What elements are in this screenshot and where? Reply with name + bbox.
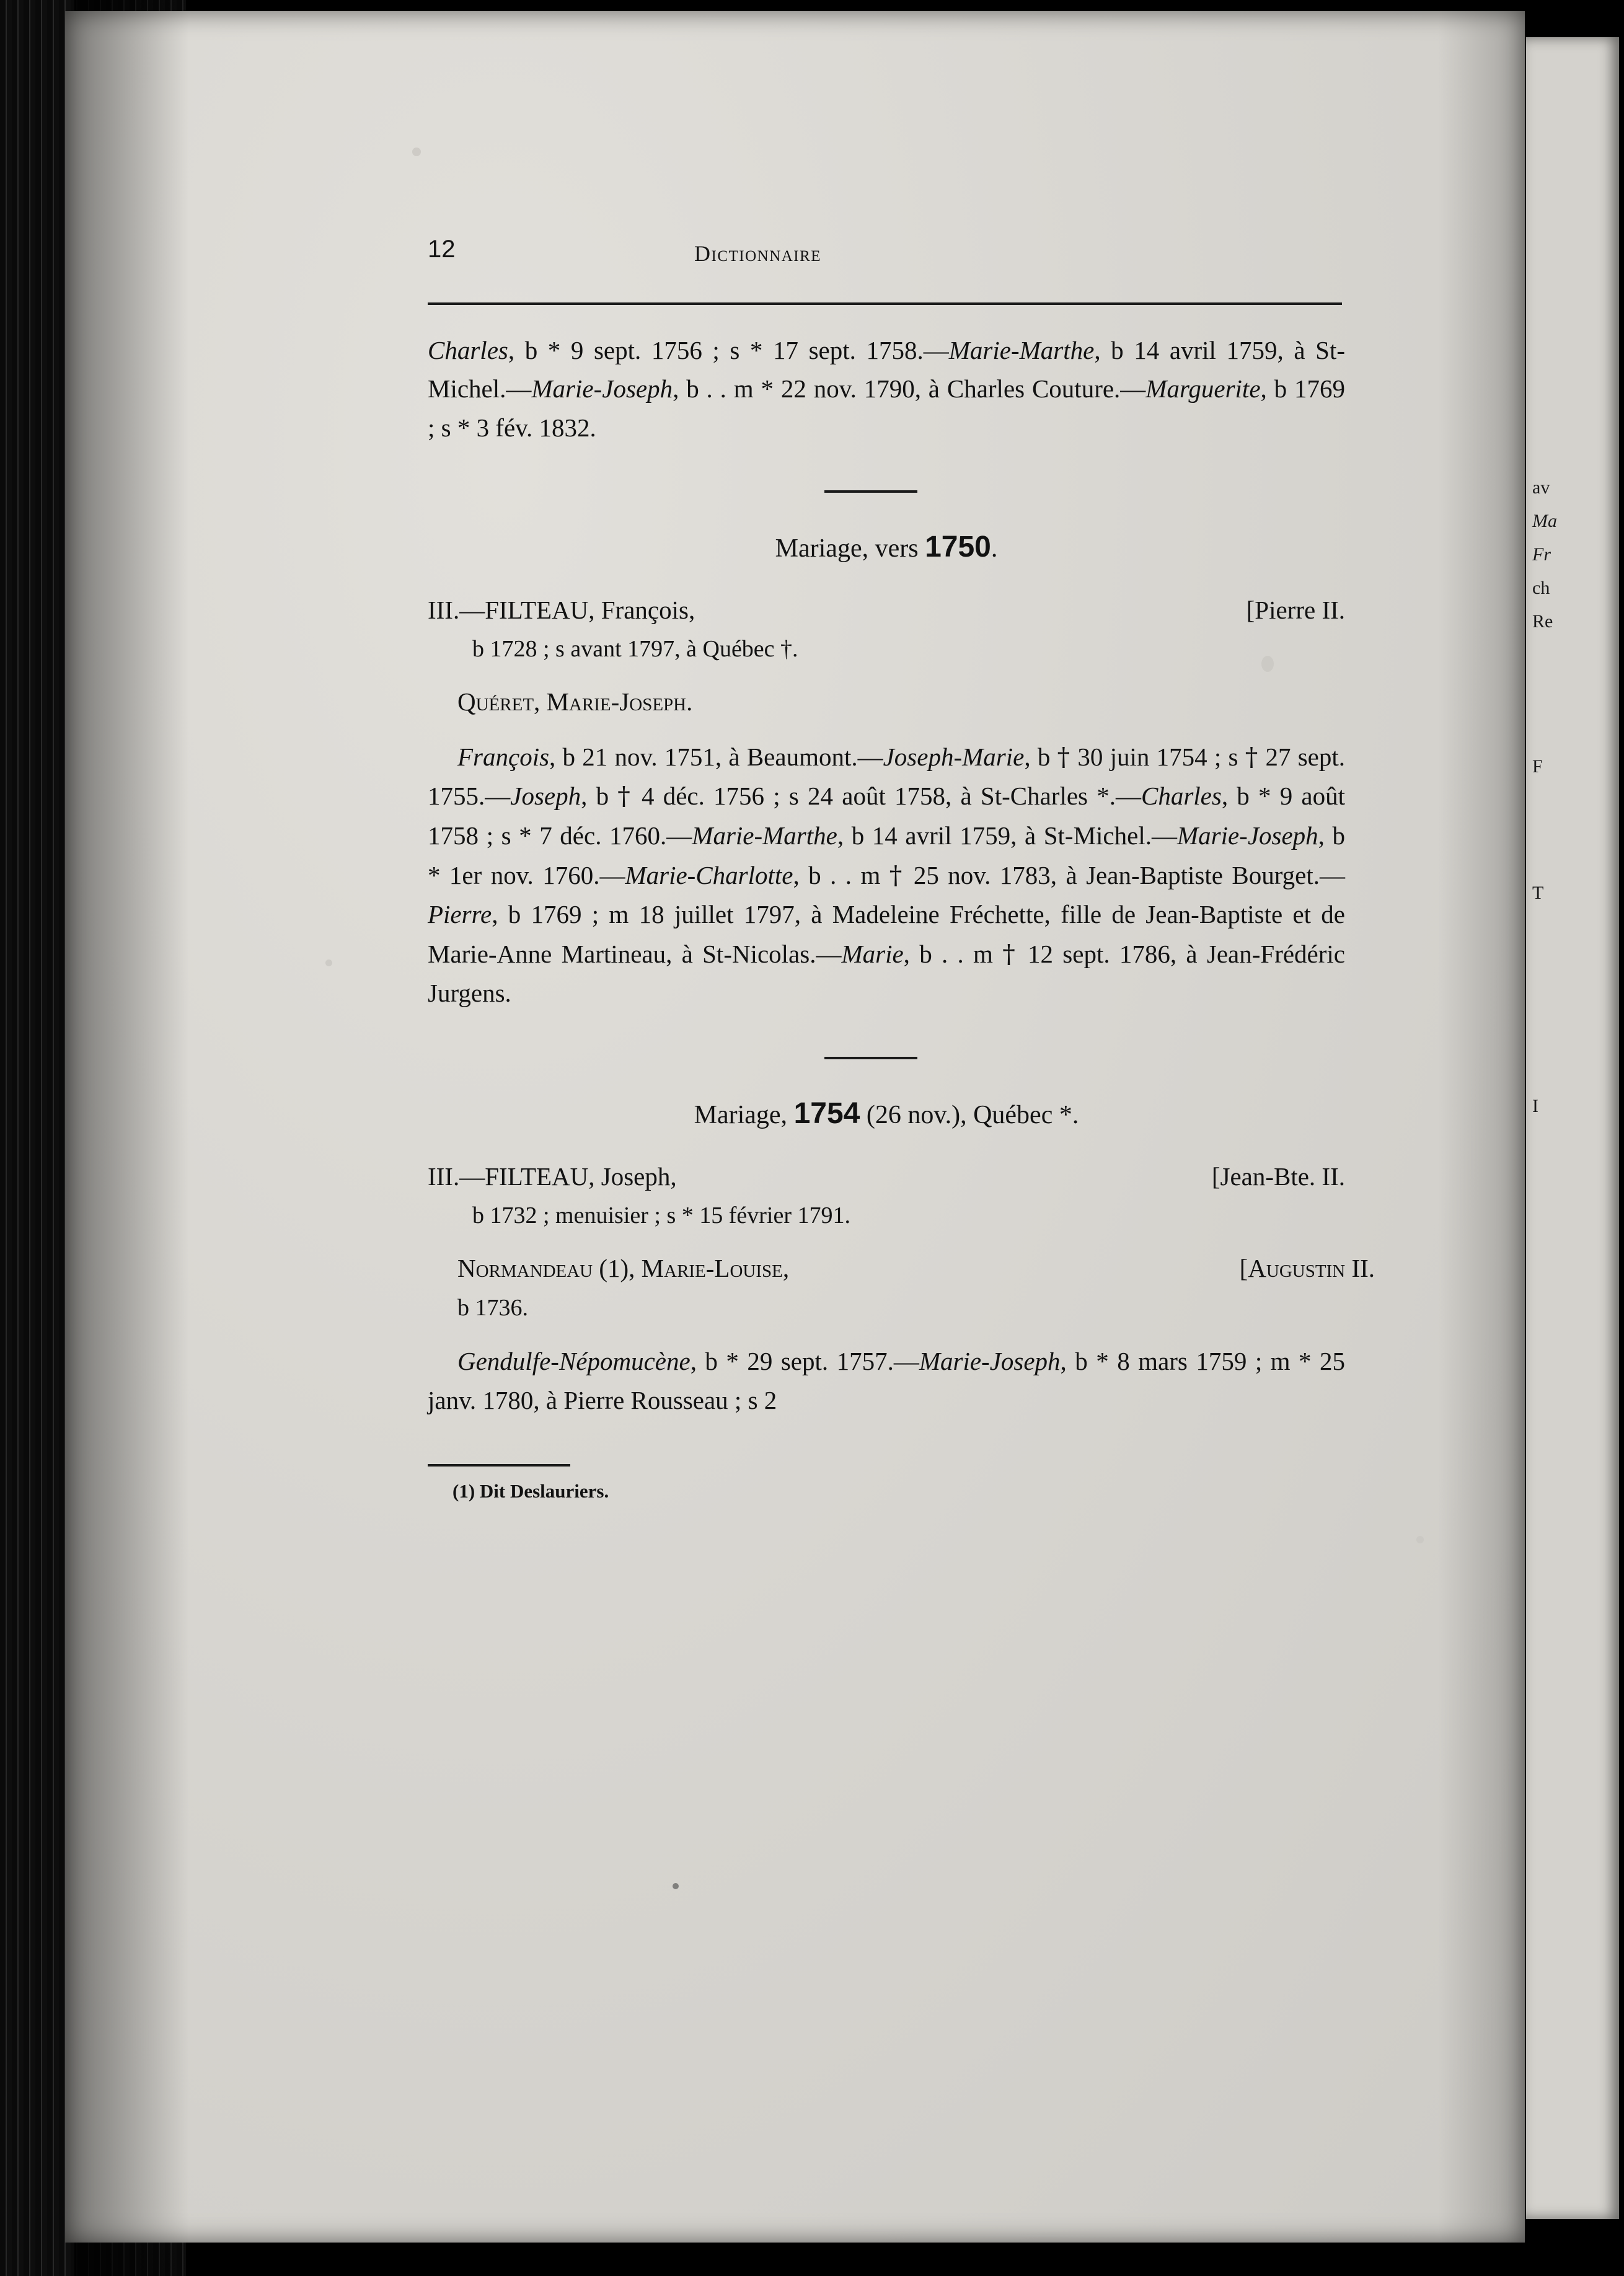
scan-speck [673, 1883, 679, 1889]
marriage-heading-year: 1750 [925, 530, 991, 563]
folio-number: 12 [428, 236, 456, 263]
page-header [372, 236, 1388, 279]
section-divider [824, 1057, 917, 1059]
wife-line [457, 683, 1345, 721]
footnote-text: (1) Dit Deslauriers. [452, 1480, 609, 1502]
marriage-entry-1754 [428, 1158, 1375, 1326]
facing-line: ch [1532, 578, 1550, 598]
marriage-heading-prefix: Mariage, [694, 1100, 794, 1129]
husband-name: III.—FILTEAU, Joseph, [428, 1162, 677, 1191]
marriage-heading-1750 [428, 530, 1345, 564]
facing-line: I [1532, 1096, 1538, 1116]
page-left-shadow [65, 11, 189, 2243]
facing-line: Ma [1532, 511, 1557, 531]
marriage-heading-prefix: Mariage, vers [775, 534, 925, 563]
page-right-shadow [1438, 11, 1525, 2243]
children-paragraph-1750: François, b 21 nov. 1751, à Beaumont.—Joseph-Marie, b † 30 juin 1754 ; s † 27 sept. 1755.—Joseph, b † 4 déc. 1756 ; s 24 août 1758, à St-Charles *.—Charles, b * 9 août 1758 ; s * 7 déc. 1760.—Marie-Marthe, b 14 avril 1759, à St-Michel.—Marie-Joseph, b * 1er nov. 1760.—Marie-Charlotte, b . . m † 25 nov. 1783, à Jean-Baptiste Bourget.—Pierre, b 1769 ; m 18 juillet 1797, à Madeleine Fréchette, fille de Jean-Baptiste et de Marie-Anne Martineau, à St-Nicolas.—Marie, b . . m † 12 sept. 1786, à Jean-Frédéric Jurgens. [428, 741, 1346, 1008]
scan-speck [412, 148, 421, 156]
facing-line: T [1532, 883, 1544, 903]
husband-parent-bracket: [Jean-Bte. II. [1211, 1162, 1345, 1191]
husband-name: III.—FILTEAU, François, [428, 595, 695, 624]
husband-parent-bracket: [Pierre II. [1246, 595, 1345, 624]
marriage-heading-year: 1754 [793, 1096, 860, 1130]
section-divider [824, 490, 917, 493]
scan-speck [325, 959, 332, 966]
facing-line: Fr [1532, 544, 1551, 565]
running-head: Dictionnaire [694, 241, 822, 266]
text-column [372, 236, 1388, 1502]
facing-line: F [1532, 756, 1543, 777]
wife-line [457, 1250, 1375, 1288]
footnote-rule [428, 1464, 570, 1467]
husband-detail: b 1732 ; menuisier ; s * 15 février 1791. [472, 1202, 851, 1229]
children-paragraph-1754: Gendulfe-Népomucène, b * 29 sept. 1757.—Marie-Joseph, b * 8 mars 1759 ; m * 25 janv. 1780, à Pierre Rousseau ; s 2 [428, 1346, 1346, 1415]
scan-speck [1416, 1536, 1424, 1543]
facing-page-text [1532, 37, 1619, 1123]
marriage-heading-1754 [428, 1096, 1345, 1131]
husband-line [428, 591, 1345, 630]
continued-children-paragraph: Charles, b * 9 sept. 1756 ; s * 17 sept. 1758.—Marie-Marthe, b 14 avril 1759, à St-Michel.—Marie-Joseph, b . . m * 22 nov. 1790, à Charles Couture.—Marguerite, b 1769 ; s * 3 fév. 1832. [428, 336, 1346, 442]
marriage-entry-1750 [428, 591, 1345, 721]
wife-parent-bracket: [Augustin II. [1239, 1254, 1375, 1283]
facing-line: Re [1532, 611, 1553, 632]
facing-page-sliver [1526, 37, 1619, 2219]
husband-detail: b 1728 ; s avant 1797, à Québec †. [472, 636, 798, 663]
wife-name: Normandeau (1), Marie-Louise, [457, 1254, 790, 1283]
wife-detail: b 1736. [457, 1294, 528, 1321]
wife-name: Quéret, Marie-Joseph. [457, 687, 693, 717]
facing-line: av [1532, 477, 1550, 498]
marriage-heading-suffix: (26 nov.), Québec *. [860, 1100, 1079, 1129]
marriage-heading-suffix: . [991, 534, 998, 563]
husband-line [428, 1158, 1345, 1196]
header-rule [428, 302, 1342, 305]
